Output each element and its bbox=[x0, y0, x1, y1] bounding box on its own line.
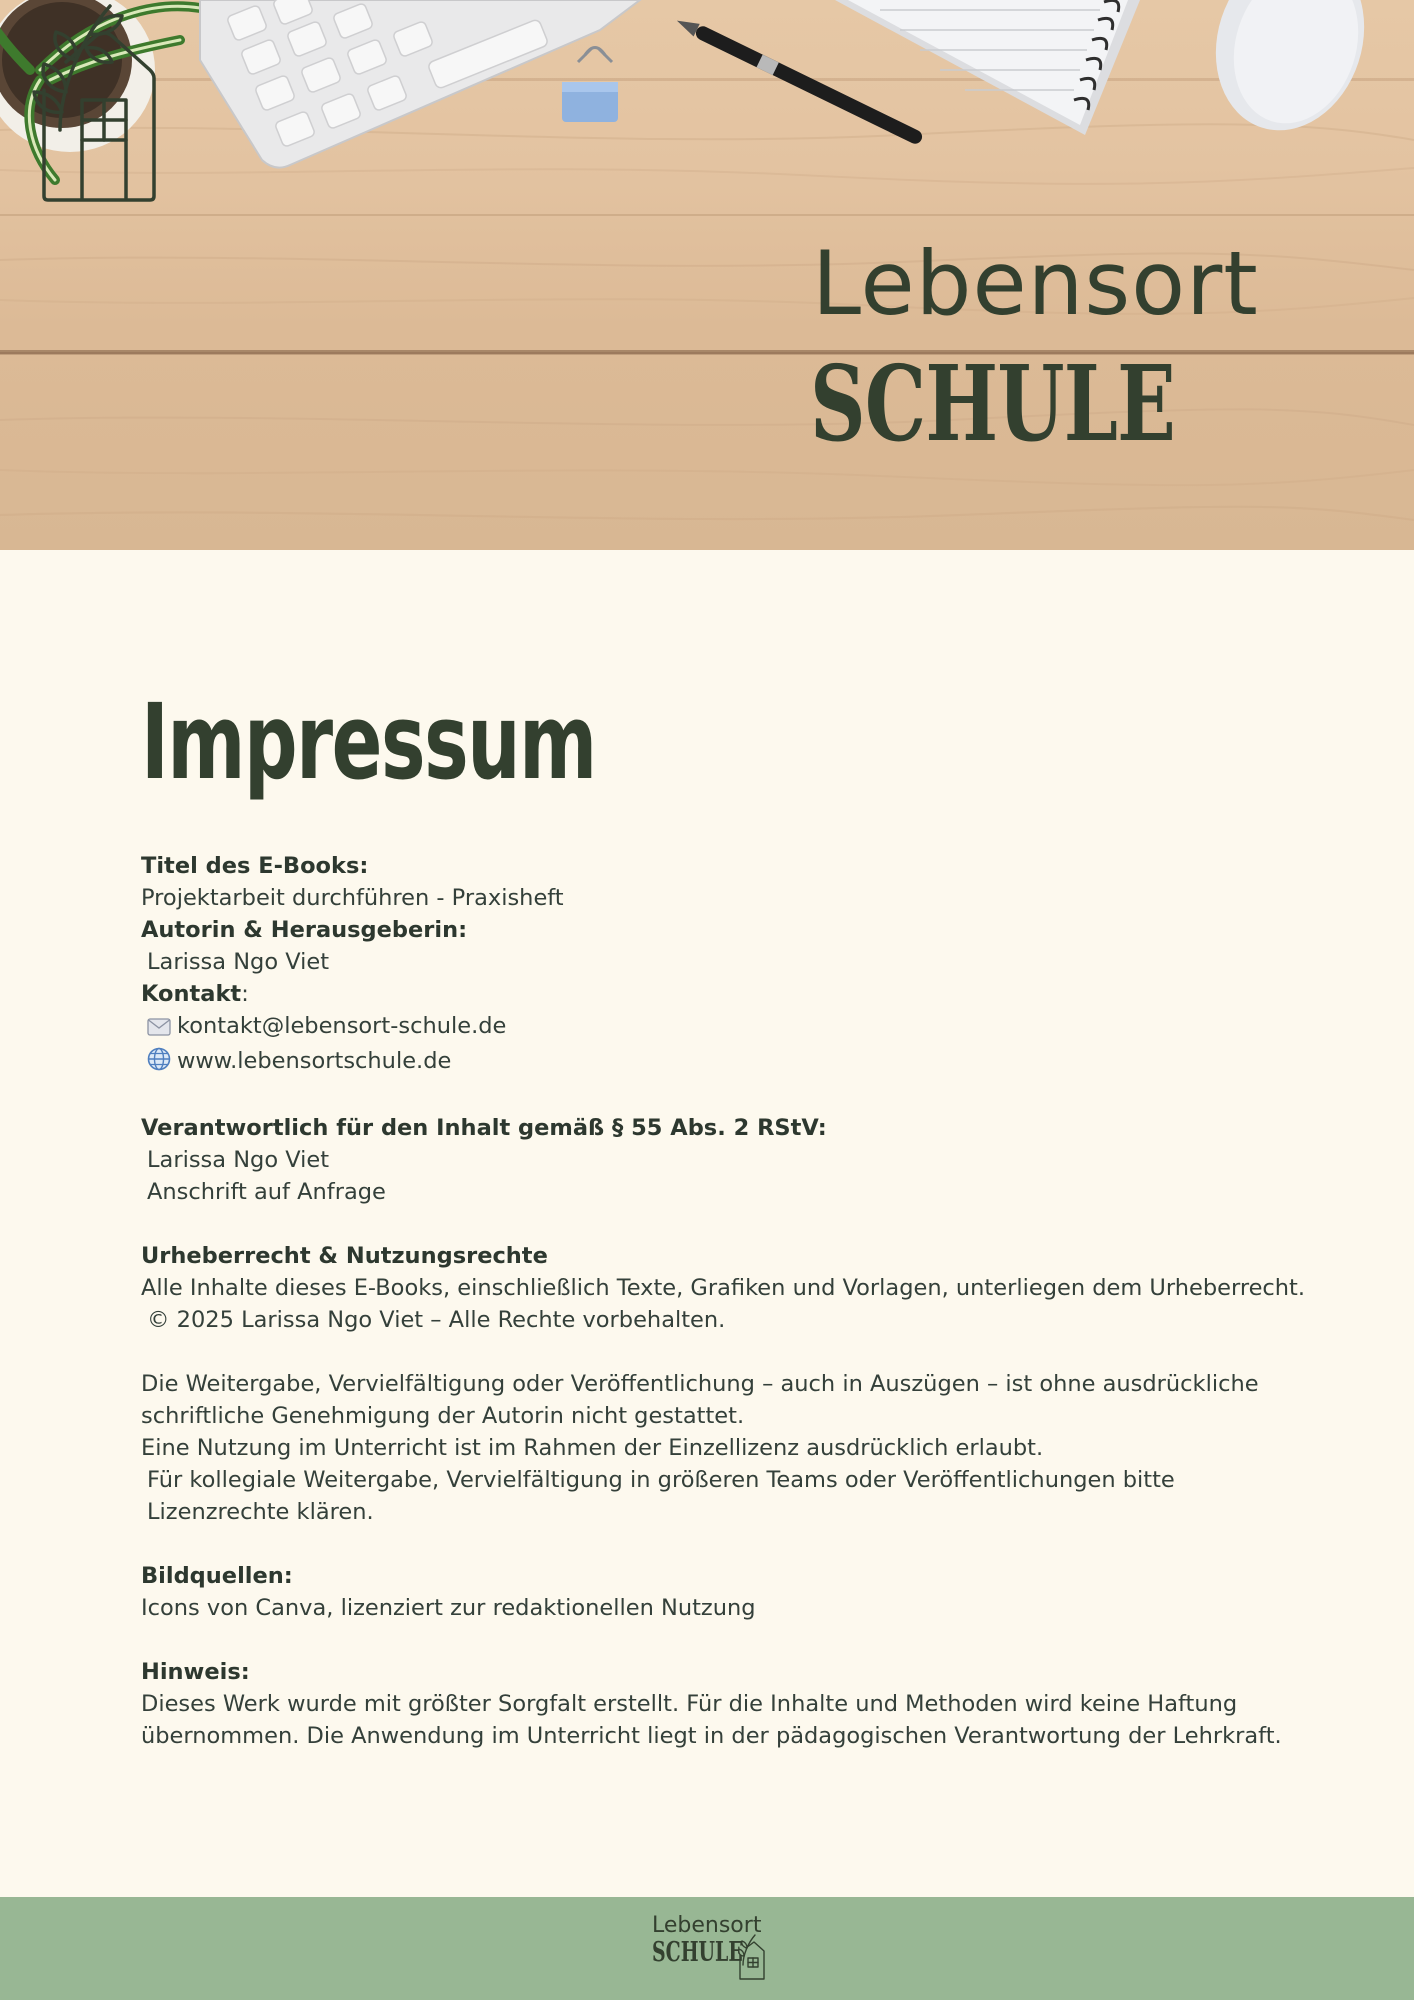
brand-logo-school: SCHULE bbox=[810, 342, 1175, 465]
images-label: Bildquellen: bbox=[141, 1563, 293, 1589]
note-label: Hinweis: bbox=[141, 1659, 250, 1685]
author-value: Larissa Ngo Viet bbox=[147, 949, 330, 975]
footer-logo bbox=[652, 1915, 764, 1987]
contact-label: Kontakt bbox=[141, 981, 242, 1007]
impressum-text bbox=[141, 850, 1306, 1752]
images-value: Icons von Canva, lizenziert zur redaktionellen Nutzung bbox=[141, 1595, 756, 1621]
envelope-icon bbox=[147, 1013, 171, 1045]
copyright-line-1: Alle Inhalte dieses E-Books, einschließlich Texte, Grafiken und Vorlagen, unterliegen dem Urheberrecht. bbox=[141, 1275, 1306, 1301]
note-value: Dieses Werk wurde mit größter Sorgfalt erstellt. Für die Inhalte und Methoden wird keine Haftung übernommen. Die Anwendung im Unterricht liegt in der pädagogischen Verantwortung der Lehrkraft. bbox=[141, 1691, 1282, 1749]
ebook-title-value: Projektarbeit durchführen - Praxisheft bbox=[141, 885, 564, 911]
copyright-label: Urheberrecht & Nutzungsrechte bbox=[141, 1243, 548, 1269]
house-sprout-icon bbox=[0, 0, 165, 205]
responsible-address: Anschrift auf Anfrage bbox=[147, 1179, 386, 1205]
usage-paragraph-1: Die Weitergabe, Vervielfältigung oder Veröffentlichung – auch in Auszügen – ist ohne ausdrückliche schriftliche Genehmigung der Autorin nicht gestattet. bbox=[141, 1371, 1259, 1429]
usage-paragraph-2: Eine Nutzung im Unterricht ist im Rahmen der Einzellizenz ausdrücklich erlaubt. bbox=[141, 1435, 1044, 1461]
responsible-name: Larissa Ngo Viet bbox=[147, 1147, 330, 1173]
page-title: Impressum bbox=[141, 681, 596, 803]
footer-house-icon bbox=[730, 1933, 766, 1981]
footer-logo-word: Lebensort bbox=[652, 1913, 762, 1938]
contact-web-link[interactable]: www.lebensortschule.de bbox=[177, 1048, 452, 1074]
globe-icon bbox=[147, 1047, 171, 1080]
copyright-line-2: © 2025 Larissa Ngo Viet – Alle Rechte vorbehalten. bbox=[147, 1307, 726, 1333]
footer-bar bbox=[0, 1897, 1414, 2000]
usage-paragraph-3: Für kollegiale Weitergabe, Vervielfältigung in größeren Teams oder Veröffentlichungen bitte Lizenzrechte klären. bbox=[147, 1467, 1175, 1525]
contact-web-row bbox=[141, 1045, 1291, 1080]
contact-email-row bbox=[141, 1010, 1291, 1045]
footer-logo-school: SCHULE bbox=[652, 1937, 743, 1968]
contact-email-link[interactable]: kontakt@lebensort-schule.de bbox=[177, 1013, 507, 1039]
impressum-content bbox=[141, 681, 1306, 1752]
author-label: Autorin & Herausgeberin: bbox=[141, 917, 468, 943]
header-photo bbox=[0, 0, 1414, 550]
brand-logo-word: Lebensort bbox=[812, 232, 1259, 335]
contact-colon: : bbox=[241, 981, 249, 1007]
responsible-label: Verantwortlich für den Inhalt gemäß § 55 Abs. 2 RStV: bbox=[141, 1115, 827, 1141]
ebook-title-label: Titel des E-Books: bbox=[141, 853, 369, 879]
